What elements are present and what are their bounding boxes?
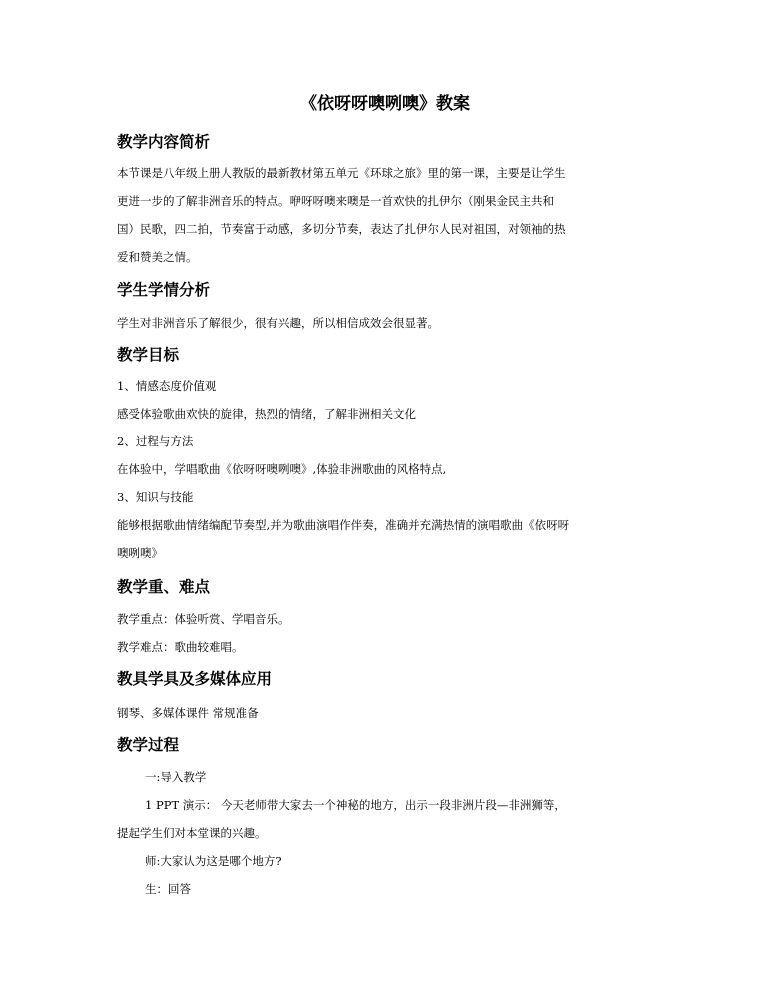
paragraph-line: 学生对非洲音乐了解很少，很有兴趣，所以相信成效会很显著。	[117, 316, 439, 330]
paragraph-line: 生：回答	[145, 882, 191, 896]
paragraph-line: 教学重点：体验听赏、学唱音乐。	[117, 612, 290, 626]
section-heading-content-analysis: 教学内容简析	[117, 133, 211, 151]
paragraph-line: 师:大家认为这是哪个地方?	[145, 854, 282, 868]
document-title: 《依呀呀噢咧噢》教案	[300, 94, 470, 114]
paragraph-line: 国）民歌，四二拍，节奏富于动感，多切分节奏，表达了扎伊尔人民对祖国，对领袖的热	[117, 222, 566, 236]
paragraph-line: 一:导入教学	[145, 770, 207, 784]
paragraph-line: 能够根据歌曲情绪编配节奏型,并为歌曲演唱作伴奏，准确并充满热情的演唱歌曲《依呀呀	[117, 518, 570, 532]
paragraph-line: 爱和赞美之情。	[117, 250, 198, 264]
section-heading-teaching-goals: 教学目标	[117, 346, 180, 364]
paragraph-line: 提起学生们对本堂课的兴趣。	[117, 826, 267, 840]
paragraph-line: 更进一步的了解非洲音乐的特点。咿呀呀噢来噢是一首欢快的扎伊尔（刚果金民主共和	[117, 194, 554, 208]
paragraph-line: 在体验中，学唱歌曲《依呀呀噢咧噢》,体验非洲歌曲的风格特点,	[117, 462, 447, 476]
paragraph-line: 本节课是八年级上册人教版的最新教材第五单元《环球之旅》里的第一课，主要是让学生	[117, 166, 566, 180]
section-heading-student-analysis: 学生学情分析	[117, 281, 211, 299]
section-heading-key-points: 教学重、难点	[117, 578, 211, 596]
paragraph-line: 1、情感态度价值观	[117, 379, 217, 393]
paragraph-line: 噢咧噢》	[117, 546, 163, 560]
paragraph-line: 感受体验歌曲欢快的旋律，热烈的情绪，了解非洲相关文化	[117, 407, 416, 421]
paragraph-line: 3、知识与技能	[117, 490, 194, 504]
section-heading-teaching-aids: 教具学具及多媒体应用	[117, 670, 273, 688]
paragraph-line: 2、过程与方法	[117, 434, 194, 448]
paragraph-line: 钢琴、多媒体课件 常规准备	[117, 706, 259, 720]
paragraph-line: 教学难点：歌曲较难唱。	[117, 640, 244, 654]
paragraph-line: 1 PPT 演示： 今天老师带大家去一个神秘的地方，出示一段非洲片段—非洲狮等，	[145, 798, 566, 812]
section-heading-teaching-process: 教学过程	[117, 736, 180, 754]
